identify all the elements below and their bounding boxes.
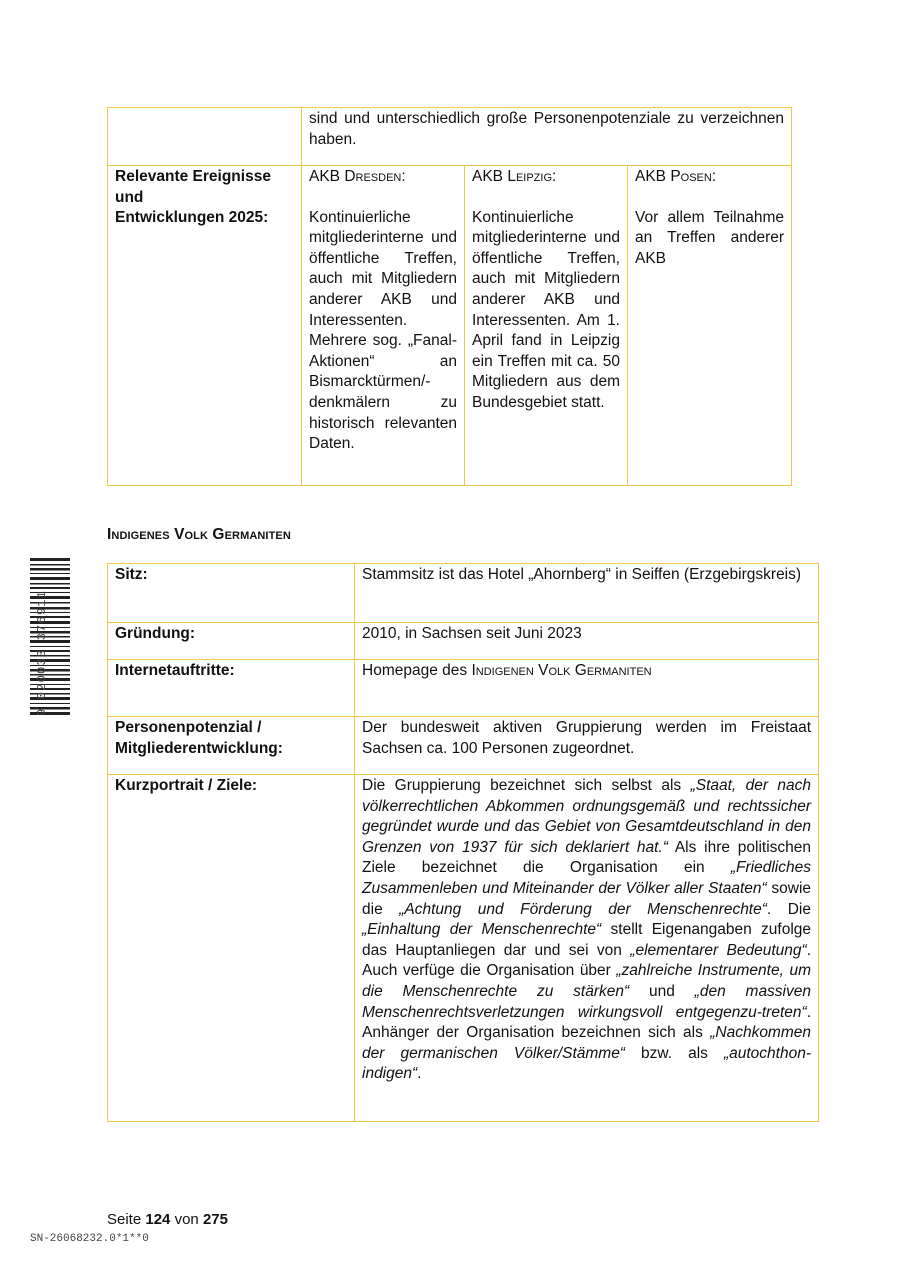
kurzportrait-quote: „Friedliches Zusammenleben und Miteinander der Völker aller Staaten“ xyxy=(362,859,811,897)
akb-posen-text: Vor allem Teilnahme an Treffen anderer AKB xyxy=(635,208,785,267)
personenpotenzial-label xyxy=(108,717,355,775)
gruendung-label: Gründung: xyxy=(108,623,355,660)
page-total: 275 xyxy=(202,1211,228,1228)
kurzportrait-quote: „Staat, der nach völkerrechtlichen Abkommen ordnungsgemäß und rechtssicher gegründet wurde und das Gebiet von Gesamtdeutschland in den Grenzen von 1937 für sich deklariert hat.“ xyxy=(362,777,811,856)
kurzportrait-value xyxy=(355,775,819,1122)
kurzportrait-quote: „zahlreiche Instrumente, um die Menschenrechte zu stärken“ xyxy=(362,962,811,1000)
kurzportrait-quote: „Nachkommen der germanischen Völker/Stämme“ xyxy=(362,1024,811,1062)
akb-leipzig-cell xyxy=(465,166,628,486)
sitz-value: Stammsitz ist das Hotel „Ahornberg“ in Seiffen (Erzgebirgskreis) xyxy=(355,564,819,623)
page-of: von xyxy=(174,1211,199,1228)
kurzportrait-text: . xyxy=(417,1065,422,1083)
kurzportrait-text: Als ihre politischen Ziele bezeichnet die Organisation ein xyxy=(362,838,811,877)
section-heading: Indigenes Volk Germaniten xyxy=(107,526,291,543)
kurzportrait-label: Kurzportrait / Ziele: xyxy=(108,775,355,1122)
table-row-gruendung xyxy=(108,623,819,660)
events-label-cell xyxy=(108,166,302,486)
akb-dresden-cell xyxy=(302,166,465,486)
kurzportrait-text: sowie die xyxy=(362,879,812,918)
kurzportrait-text: bzw. als xyxy=(624,1044,724,1062)
kurzportrait-quote: „Einhaltung der Menschenrechte“ xyxy=(362,921,602,939)
akb-table-row-continuation xyxy=(108,108,792,166)
table-row-internet xyxy=(108,660,819,717)
kurzportrait-text: . Die xyxy=(766,900,811,918)
continuation-text-cell: sind und unterschiedlich große Personenpotenziale zu verzeichnen haben. xyxy=(302,108,792,166)
kurzportrait-text: stellt Eigenangaben zufolge das Hauptanliegen dar und sei von xyxy=(362,921,812,959)
akb-leipzig-text: Kontinuierliche mitgliederinterne und öffentliche Treffen, auch mit Mitgliedern anderer AKB und Interessenten. Am 1. April fand in Leipzig ein Treffen mit ca. 50 Mitgliedern aus dem Bundesgebiet statt. xyxy=(472,208,620,411)
events-label-line-2: und xyxy=(115,188,144,206)
kurzportrait-text: Die Gruppierung bezeichnet sich selbst als xyxy=(362,777,691,794)
table-row-personenpotenzial xyxy=(108,717,819,775)
akb-table-row-events xyxy=(108,166,792,486)
germaniten-table xyxy=(107,563,819,1122)
events-label-line-3: Entwicklungen 2025: xyxy=(115,209,269,227)
empty-label-cell xyxy=(108,108,302,166)
page-number xyxy=(107,1210,228,1231)
internet-value-org: Indigenen Volk Germaniten xyxy=(471,662,652,679)
internet-label: Internetauftritte: xyxy=(108,660,355,717)
kurzportrait-quote: „elementarer Bedeutung“ xyxy=(630,941,807,959)
akb-table xyxy=(107,107,792,486)
events-label-line-1: Relevante Ereignisse xyxy=(115,168,271,185)
internet-value xyxy=(355,660,819,717)
kurzportrait-text: und xyxy=(629,982,695,1000)
akb-dresden-heading: AKB Dresden: xyxy=(309,168,406,185)
kurzportrait-text: . Anhänger der Organisation bezeichnen sich als xyxy=(362,1003,811,1042)
page-current: 124 xyxy=(145,1211,171,1228)
kurzportrait-quote: „den massiven Menschenrechtsverletzungen wirkungsvoll entgegenzu-treten“ xyxy=(362,982,811,1021)
personenpotenzial-label-line-1: Personenpotenzial / xyxy=(115,719,262,736)
akb-posen-heading: AKB Posen: xyxy=(635,168,717,185)
akb-posen-cell xyxy=(628,166,792,486)
kurzportrait-quote: „autochthon-indigen“ xyxy=(362,1044,811,1083)
barcode-digits: 9 020033 376911 xyxy=(35,589,49,716)
page-word: Seite xyxy=(107,1211,142,1228)
gruendung-value: 2010, in Sachsen seit Juni 2023 xyxy=(355,623,819,660)
sitz-label: Sitz: xyxy=(108,564,355,623)
akb-leipzig-heading: AKB Leipzig: xyxy=(472,168,557,185)
kurzportrait-quote: „Achtung und Förderung der Menschenrechte“ xyxy=(399,900,767,918)
table-row-kurzportrait xyxy=(108,775,819,1122)
personenpotenzial-label-line-2: Mitgliederentwicklung: xyxy=(115,739,283,757)
document-code: SN-26068232.0*1**0 xyxy=(30,1233,149,1245)
internet-value-prefix: Homepage des xyxy=(362,662,472,679)
table-row-sitz xyxy=(108,564,819,623)
personenpotenzial-value: Der bundesweit aktiven Gruppierung werden im Freistaat Sachsen ca. 100 Personen zugeordnet. xyxy=(355,717,819,775)
akb-dresden-text: Kontinuierliche mitgliederinterne und öffentliche Treffen, auch mit Mitgliedern anderer AKB und Interessenten. Mehrere sog. „Fanal-Aktionen“ an Bismarcktürmen/-denkmälern zu historisch relevanten Daten. xyxy=(309,208,457,453)
kurzportrait-text: . Auch verfüge die Organisation über xyxy=(362,941,812,980)
